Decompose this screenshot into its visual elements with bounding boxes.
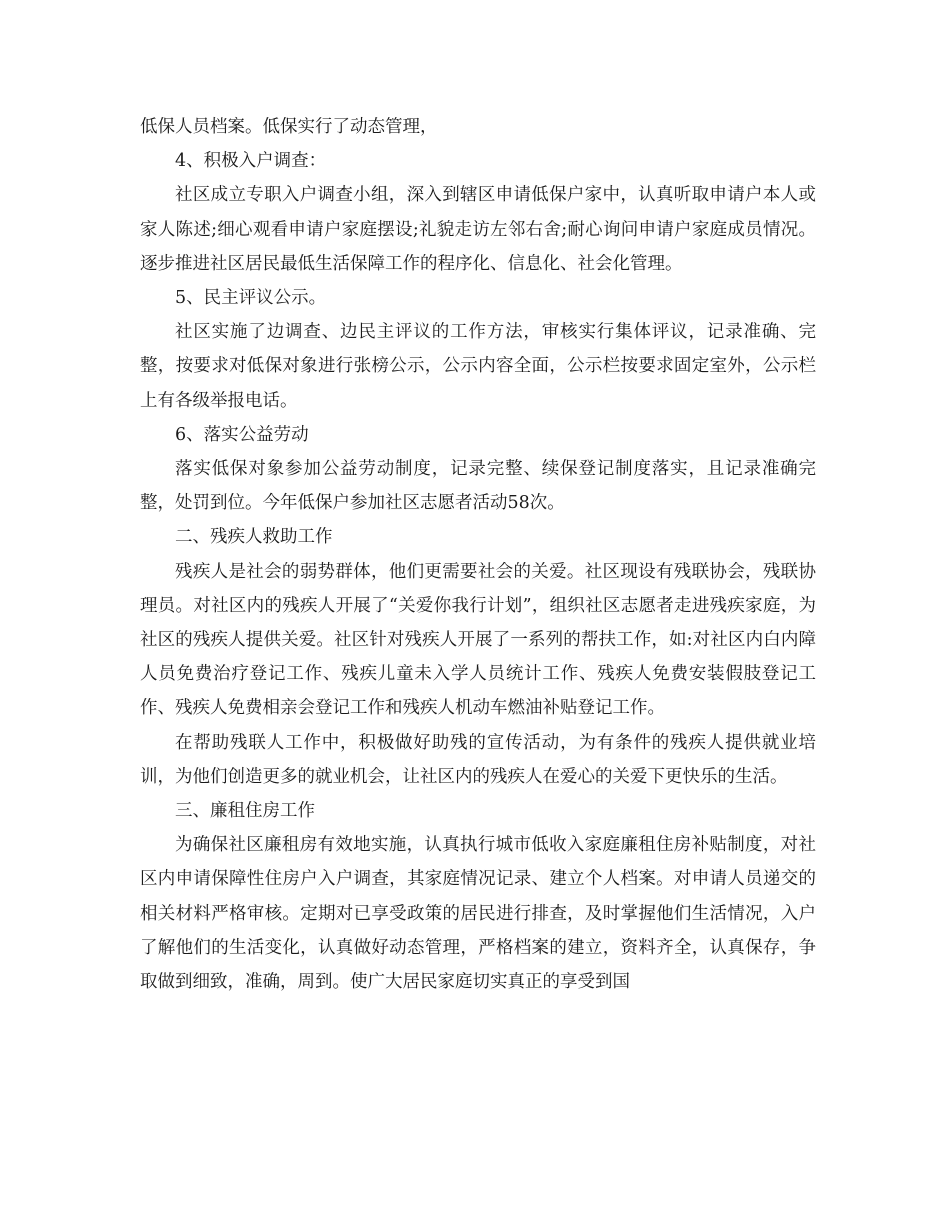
paragraph: 低保人员档案。低保实行了动态管理， (140, 117, 438, 137)
section-heading: 二、残疾人救助工作 (175, 527, 333, 548)
paragraph: 在帮助残联人工作中，积极做好助残的宣传活动，为有条件的残疾人提供就业培训，为他们创造更多的就业机会，让社区内的残疾人在爱心的关爱下更快乐的生活。 (140, 732, 816, 787)
document-body (140, 110, 816, 999)
section-heading: 三、廉租住房工作 (175, 801, 315, 822)
paragraph: 残疾人是社会的弱势群体，他们更需要社会的关爱。社区现设有残联协会，残联协理员。对社区内的残疾人开展了“关爱你我行计划”，组织社区志愿者走进残疾家庭，为社区的残疾人提供关爱。社区针对残疾人开展了一系列的帮扶工作，如:对社区内白内障人员免费治疗登记工作、残疾儿童未入学人员统计工作、残疾人免费安装假肢登记工作、残疾人免费相亲会登记工作和残疾人机动车燃油补贴登记工作。 (140, 561, 816, 719)
paragraph: 社区实施了边调查、边民主评议的工作方法，审核实行集体评议，记录准确、完整，按要求对低保对象进行张榜公示，公示内容全面，公示栏按要求固定室外，公示栏上有各级举报电话。 (140, 322, 816, 411)
paragraph: 落实低保对象参加公益劳动制度，记录完整、续保登记制度落实，且记录准确完整，处罚到位。今年低保户参加社区志愿者活动58次。 (140, 459, 816, 514)
paragraph: 社区成立专职入户调查小组，深入到辖区申请低保户家中，认真听取申请户本人或家人陈述;细心观看申请户家庭摆设;礼貌走访左邻右舍;耐心询问申请户家庭成员情况。逐步推进社区居民最低生活保障工作的程序化、信息化、社会化管理。 (140, 185, 816, 274)
paragraph: 为确保社区廉租房有效地实施，认真执行城市低收入家庭廉租住房补贴制度，对社区内申请保障性住房户入户调查，其家庭情况记录、建立个人档案。对申请人员递交的相关材料严格审核。定期对已享受政策的居民进行排查，及时掌握他们生活情况，入户了解他们的生活变化，认真做好动态管理，严格档案的建立，资料齐全，认真保存，争取做到细致，准确，周到。使广大居民家庭切实真正的享受到国 (140, 835, 816, 993)
section-heading: 6、落实公益劳动 (175, 424, 309, 445)
section-heading: 4、积极入户调查： (175, 151, 327, 172)
section-heading: 5、民主评议公示。 (175, 288, 327, 309)
